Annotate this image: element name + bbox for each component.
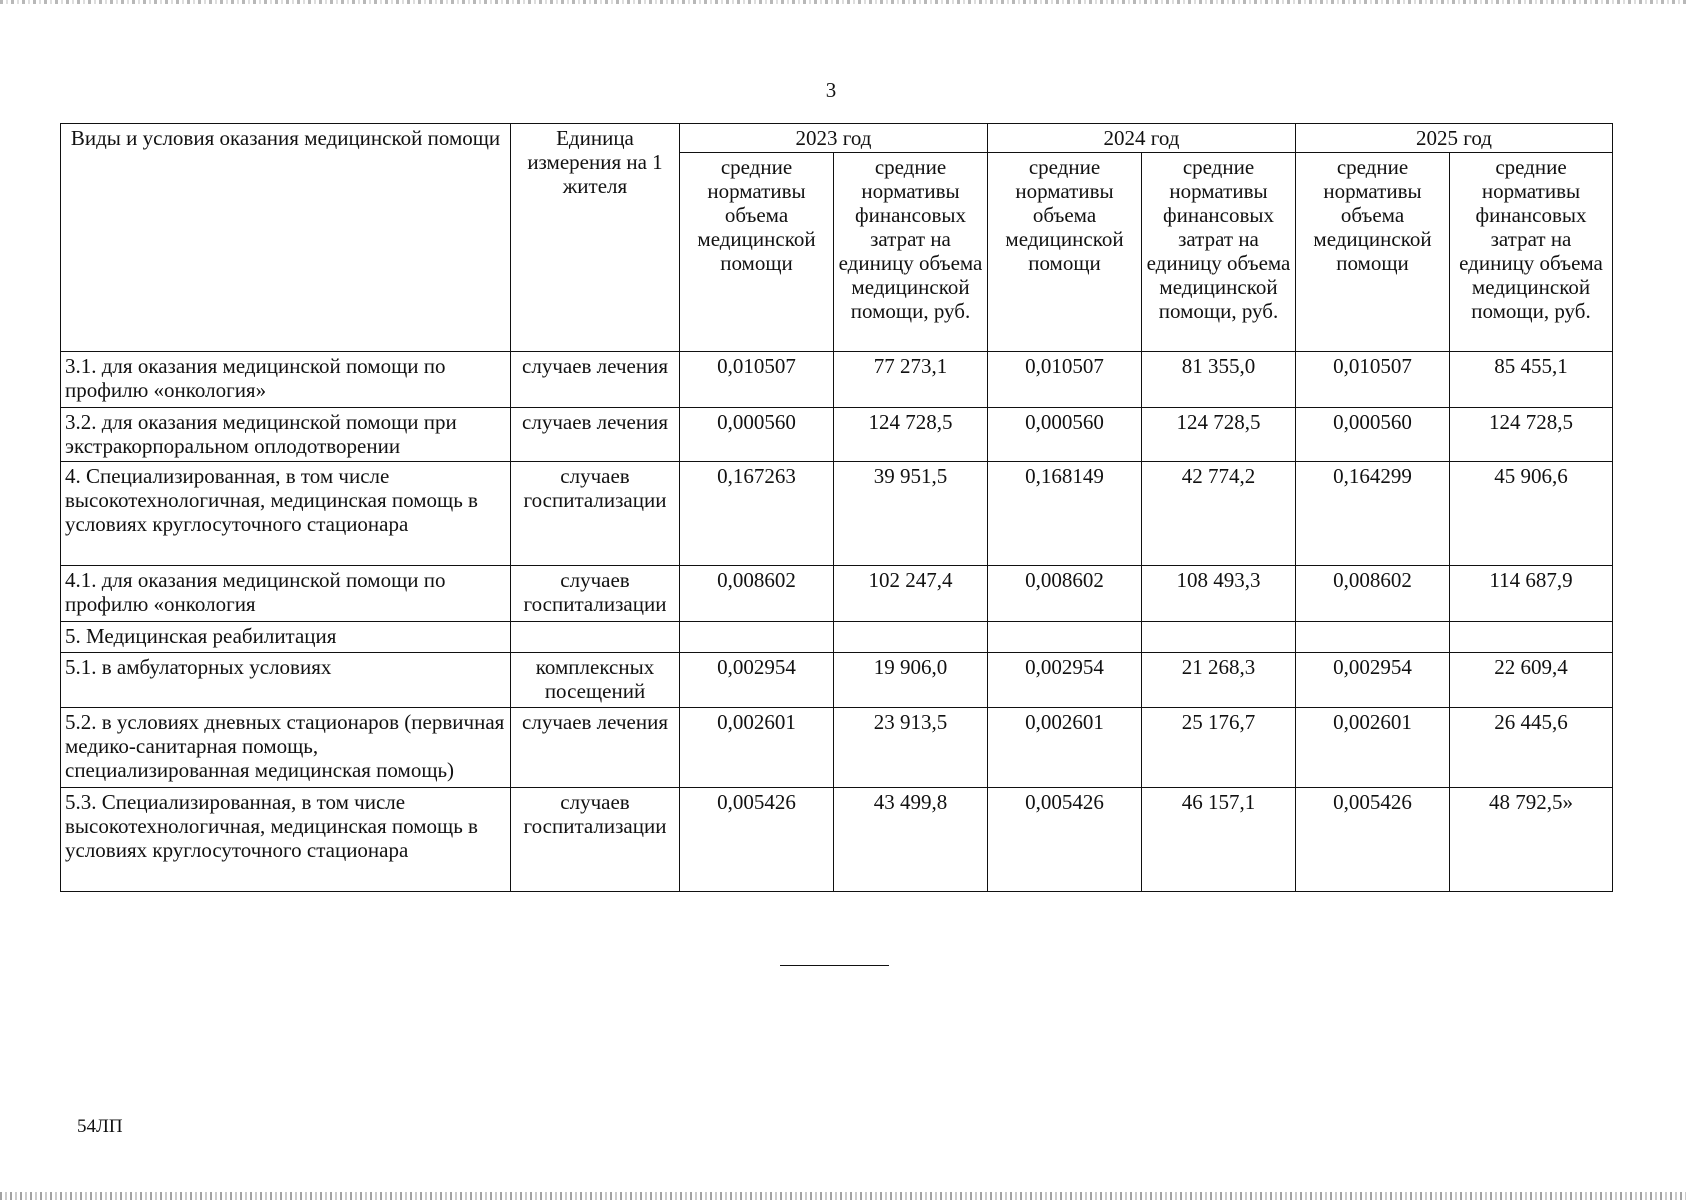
value-2025-cost: 45 906,6 [1450,462,1613,566]
value-2024-volume: 0,000560 [988,408,1142,462]
value-2025-cost: 48 792,5» [1450,788,1613,892]
header-2024-volume: средние нормативы объема медицинской помощи [988,153,1142,352]
value-2023-cost: 102 247,4 [834,566,988,622]
value-2025-cost: 26 445,6 [1450,708,1613,788]
value-2023-volume: 0,008602 [680,566,834,622]
value-2025-cost: 114 687,9 [1450,566,1613,622]
header-2025-cost: средние нормативы финансовых затрат на единицу объема медицинской помощи, руб. [1450,153,1613,352]
value-2023-volume: 0,000560 [680,408,834,462]
header-year-2023: 2023 год [680,124,988,153]
row-label: 3.2. для оказания медицинской помощи при экстракорпоральном оплодотворении [61,408,511,462]
table-row [61,462,1613,566]
header-row-years [61,124,1613,153]
row-unit: случаев лечения [511,708,680,788]
table-row [61,708,1613,788]
row-label: 5.3. Специализированная, в том числе высокотехнологичная, медицинская помощь в условиях круглосуточного стационара [61,788,511,892]
value-2024-volume: 0,010507 [988,352,1142,408]
table-row [61,788,1613,892]
row-label: 4. Специализированная, в том числе высокотехнологичная, медицинская помощь в условиях круглосуточного стационара [61,462,511,566]
header-2023-cost: средние нормативы финансовых затрат на единицу объема медицинской помощи, руб. [834,153,988,352]
value-2024-cost: 81 355,0 [1142,352,1296,408]
row-unit: случаев госпитализации [511,462,680,566]
table-row [61,352,1613,408]
row-unit: комплексных посещений [511,653,680,708]
value-2023-volume: 0,002601 [680,708,834,788]
value-2024-cost: 108 493,3 [1142,566,1296,622]
table-row [61,566,1613,622]
header-2025-volume: средние нормативы объема медицинской помощи [1296,153,1450,352]
value-2024-volume: 0,002954 [988,653,1142,708]
header-unit-col: Единица измерения на 1 жителя [511,124,680,352]
value-2024-volume: 0,002601 [988,708,1142,788]
header-2023-volume: средние нормативы объема медицинской помощи [680,153,834,352]
value-2024-cost: 42 774,2 [1142,462,1296,566]
value-2024-cost: 25 176,7 [1142,708,1296,788]
value-2023-volume: 0,005426 [680,788,834,892]
document-code: 54ЛП [77,1116,123,1137]
value-2023-volume: 0,167263 [680,462,834,566]
value-2025-volume: 0,008602 [1296,566,1450,622]
scan-edge-top [0,0,1686,4]
value-2023-cost [834,622,988,653]
value-2025-volume: 0,005426 [1296,788,1450,892]
page-number: 3 [825,78,837,102]
value-2024-cost: 46 157,1 [1142,788,1296,892]
header-year-2025: 2025 год [1296,124,1613,153]
row-label: 5.1. в амбулаторных условиях [61,653,511,708]
value-2024-volume: 0,008602 [988,566,1142,622]
value-2023-volume: 0,010507 [680,352,834,408]
value-2025-volume: 0,002954 [1296,653,1450,708]
value-2025-volume: 0,164299 [1296,462,1450,566]
value-2025-volume: 0,010507 [1296,352,1450,408]
value-2023-volume: 0,002954 [680,653,834,708]
value-2025-volume [1296,622,1450,653]
section-divider-line [780,965,889,966]
row-unit: случаев госпитализации [511,566,680,622]
value-2024-volume: 0,168149 [988,462,1142,566]
value-2023-cost: 43 499,8 [834,788,988,892]
row-label: 5. Медицинская реабилитация [61,622,511,653]
value-2025-cost: 124 728,5 [1450,408,1613,462]
row-unit: случаев лечения [511,352,680,408]
value-2023-cost: 23 913,5 [834,708,988,788]
norms-table [60,123,1613,892]
header-2024-cost: средние нормативы финансовых затрат на единицу объема медицинской помощи, руб. [1142,153,1296,352]
value-2023-volume [680,622,834,653]
table-row [61,622,1613,653]
table-row [61,408,1613,462]
value-2023-cost: 124 728,5 [834,408,988,462]
value-2024-cost: 124 728,5 [1142,408,1296,462]
value-2025-cost: 22 609,4 [1450,653,1613,708]
value-2024-cost [1142,622,1296,653]
row-unit: случаев лечения [511,408,680,462]
row-label: 3.1. для оказания медицинской помощи по профилю «онкология» [61,352,511,408]
row-unit [511,622,680,653]
scan-edge-bottom [0,1192,1686,1200]
value-2025-cost [1450,622,1613,653]
header-year-2024: 2024 год [988,124,1296,153]
value-2023-cost: 39 951,5 [834,462,988,566]
table-row [61,653,1613,708]
value-2023-cost: 19 906,0 [834,653,988,708]
value-2024-volume: 0,005426 [988,788,1142,892]
value-2024-cost: 21 268,3 [1142,653,1296,708]
value-2025-cost: 85 455,1 [1450,352,1613,408]
value-2025-volume: 0,000560 [1296,408,1450,462]
value-2023-cost: 77 273,1 [834,352,988,408]
header-type-col: Виды и условия оказания медицинской помощи [61,124,511,352]
row-label: 4.1. для оказания медицинской помощи по профилю «онкология [61,566,511,622]
value-2024-volume [988,622,1142,653]
row-label: 5.2. в условиях дневных стационаров (первичная медико-санитарная помощь, специализированная медицинская помощь) [61,708,511,788]
value-2025-volume: 0,002601 [1296,708,1450,788]
row-unit: случаев госпитализации [511,788,680,892]
